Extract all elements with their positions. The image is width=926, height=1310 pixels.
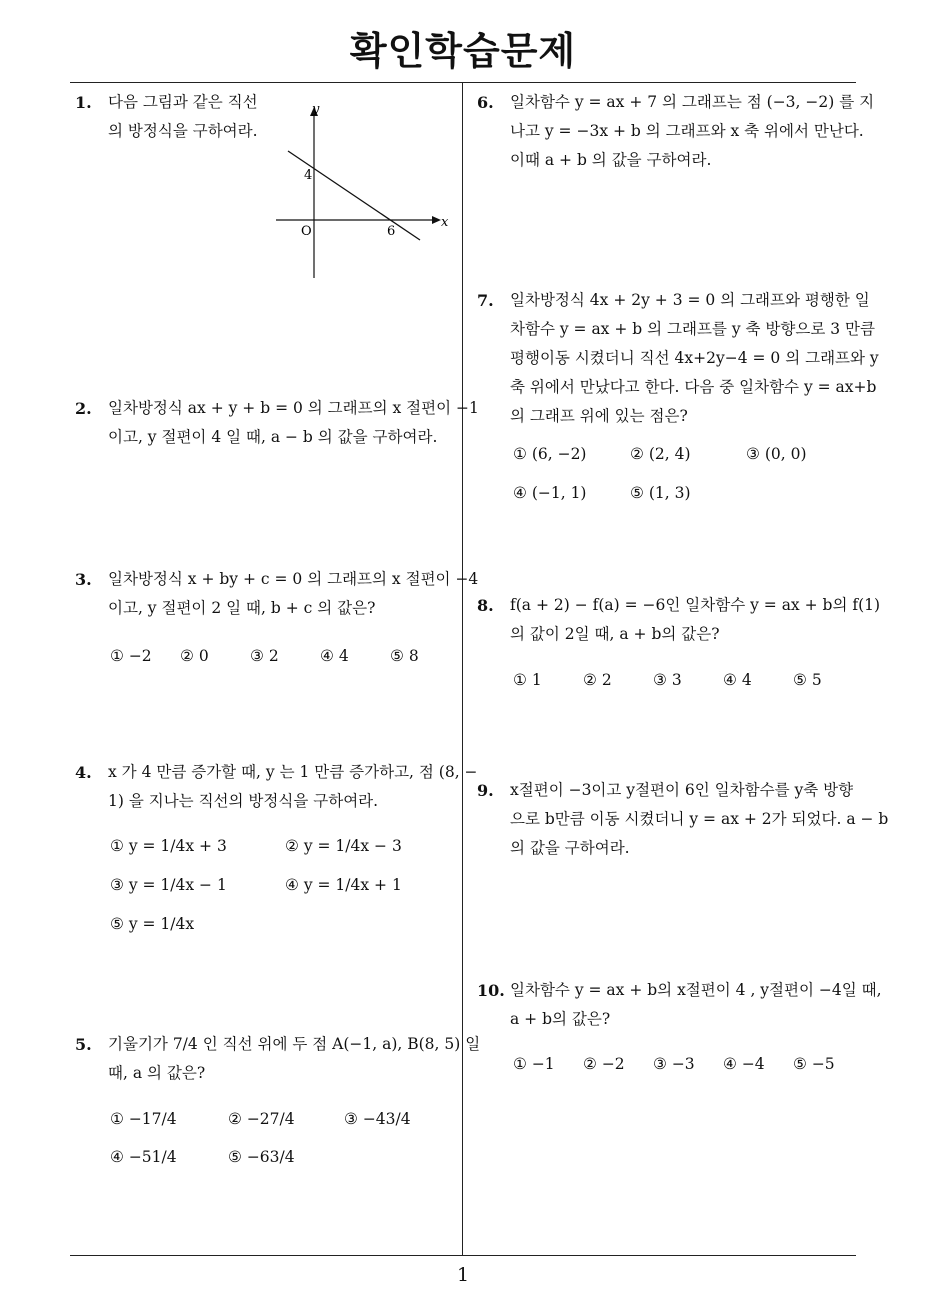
choice[interactable]: ① −2 (110, 647, 152, 665)
question-text-line: 나고 y = −3x + b 의 그래프와 x 축 위에서 만난다. (510, 122, 864, 140)
question-3 (75, 565, 479, 623)
choice[interactable]: ④ −4 (723, 1055, 765, 1073)
question-text-line: 평행이동 시켰더니 직선 4x+2y−4 = 0 의 그래프와 y (510, 349, 879, 367)
question-text-line: 이때 a + b 의 값을 구하여라. (510, 151, 712, 169)
question-8 (477, 591, 881, 649)
choice[interactable]: ② −27/4 (228, 1110, 295, 1128)
y-intercept-label: 4 (304, 168, 313, 183)
question-number: 6. (477, 93, 494, 112)
question-number: 7. (477, 291, 494, 310)
choice[interactable]: ① −17/4 (110, 1110, 177, 1128)
question-text-line: 의 값이 2일 때, a + b의 값은? (510, 625, 720, 643)
question-text-line: 일차함수 y = ax + b의 x절편이 4 , y절편이 −4일 때, (510, 981, 882, 999)
choice[interactable]: ⑤ 8 (390, 647, 419, 665)
question-text-line: 으로 b만큼 이동 시켰더니 y = ax + 2가 되었다. a − b (510, 810, 889, 828)
question-text-line: 의 방정식을 구하여라. (108, 122, 258, 140)
question-number: 9. (477, 781, 494, 800)
top-divider (70, 82, 856, 83)
question-text-line: 이고, y 절편이 4 일 때, a − b 의 값을 구하여라. (108, 428, 438, 446)
choice[interactable]: ② (2, 4) (630, 445, 691, 463)
x-axis-arrow-icon (432, 216, 441, 224)
choice[interactable]: ④ (−1, 1) (513, 484, 587, 502)
question-6 (477, 88, 875, 175)
choice[interactable]: ④ 4 (723, 671, 752, 689)
question-number: 2. (75, 399, 92, 418)
question-text-line: 이고, y 절편이 2 일 때, b + c 의 값은? (108, 599, 376, 617)
question-number: 3. (75, 570, 92, 589)
choice[interactable]: ① −1 (513, 1055, 555, 1073)
choice[interactable]: ② 2 (583, 671, 612, 689)
line-graph (268, 98, 458, 283)
choice[interactable]: ④ 4 (320, 647, 349, 665)
question-text-line: a + b의 값은? (510, 1010, 611, 1028)
choice[interactable]: ⑤ (1, 3) (630, 484, 691, 502)
choice[interactable]: ⑤ −63/4 (228, 1148, 295, 1166)
question-text-line: 다음 그림과 같은 직선 (108, 93, 258, 111)
bottom-divider (70, 1255, 856, 1256)
x-axis-label: x (441, 215, 449, 230)
question-text-line: 축 위에서 만났다고 한다. 다음 중 일차함수 y = ax+b (510, 378, 877, 396)
question-number: 5. (75, 1035, 92, 1054)
choice[interactable]: ② −2 (583, 1055, 625, 1073)
choice[interactable]: ③ (0, 0) (746, 445, 807, 463)
question-2 (75, 394, 479, 452)
question-text-line: x 가 4 만큼 증가할 때, y 는 1 만큼 증가하고, 점 (8, − (108, 763, 478, 781)
choice[interactable]: ② 0 (180, 647, 209, 665)
question-number: 4. (75, 763, 92, 782)
choice[interactable]: ② y = 1/4x − 3 (285, 837, 402, 855)
question-9 (477, 776, 889, 863)
choice[interactable]: ④ y = 1/4x + 1 (285, 876, 402, 894)
question-5 (75, 1030, 481, 1088)
question-number: 8. (477, 596, 494, 615)
question-text-line: 차함수 y = ax + b 의 그래프를 y 축 방향으로 3 만큼 (510, 320, 875, 338)
y-axis-label: y (312, 102, 320, 117)
choice[interactable]: ⑤ 5 (793, 671, 822, 689)
choice[interactable]: ⑤ −5 (793, 1055, 835, 1073)
question-text-line: 일차방정식 x + by + c = 0 의 그래프의 x 절편이 −4 (108, 570, 479, 588)
question-text-line: 일차방정식 ax + y + b = 0 의 그래프의 x 절편이 −1 (108, 399, 479, 417)
question-text-line: 일차함수 y = ax + 7 의 그래프는 점 (−3, −2) 를 지 (510, 93, 875, 111)
question-text-line: f(a + 2) − f(a) = −6인 일차함수 y = ax + b의 f(1) (510, 596, 881, 614)
question-text-line: x절편이 −3이고 y절편이 6인 일차함수를 y축 방향 (510, 781, 854, 799)
choice[interactable]: ③ 2 (250, 647, 279, 665)
choice[interactable]: ⑤ y = 1/4x (110, 915, 195, 933)
question-number: 10. (477, 981, 505, 1000)
choice[interactable]: ① 1 (513, 671, 542, 689)
question-4 (75, 758, 478, 816)
question-text-line: 때, a 의 값은? (108, 1064, 206, 1082)
choice[interactable]: ③ 3 (653, 671, 682, 689)
question-10 (477, 976, 882, 1034)
question-text-line: 기울기가 7/4 인 직선 위에 두 점 A(−1, a), B(8, 5) 일 (108, 1035, 481, 1053)
choice[interactable]: ④ −51/4 (110, 1148, 177, 1166)
choice[interactable]: ① y = 1/4x + 3 (110, 837, 227, 855)
x-intercept-label: 6 (387, 224, 396, 239)
question-text-line: 일차방정식 4x + 2y + 3 = 0 의 그래프와 평행한 일 (510, 291, 870, 309)
page-title: 확인학습문제 (349, 29, 577, 73)
choice[interactable]: ③ −3 (653, 1055, 695, 1073)
column-divider (462, 83, 463, 1255)
question-text-line: 의 그래프 위에 있는 점은? (510, 407, 688, 425)
choice[interactable]: ① (6, −2) (513, 445, 587, 463)
origin-label: O (301, 224, 312, 239)
question-text-line: 1) 을 지나는 직선의 방정식을 구하여라. (108, 792, 379, 810)
choice[interactable]: ③ y = 1/4x − 1 (110, 876, 227, 894)
question-7 (477, 286, 879, 431)
question-text-line: 의 값을 구하여라. (510, 839, 630, 857)
question-number: 1. (75, 93, 92, 112)
choice[interactable]: ③ −43/4 (344, 1110, 411, 1128)
page-number: 1 (456, 1264, 470, 1286)
